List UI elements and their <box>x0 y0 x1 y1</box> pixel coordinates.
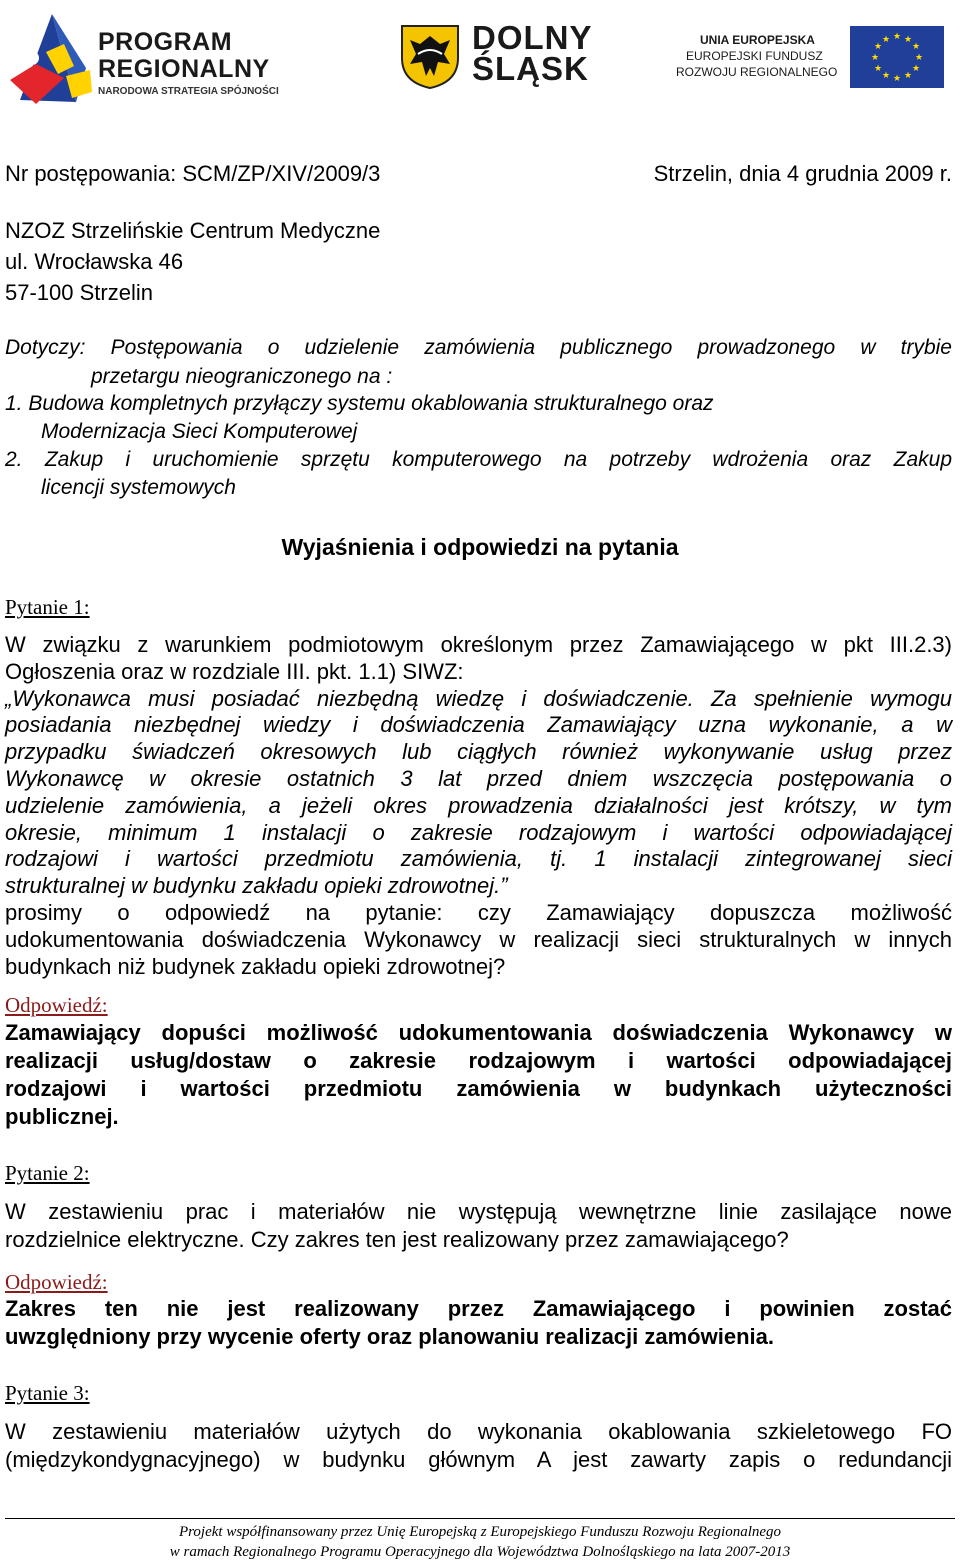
svg-text:★: ★ <box>903 35 913 45</box>
quote-opening-rest: Za spełnienie wymogu <box>693 685 953 711</box>
quote-line: okresie, minimum 1 instalacji o zakresie rodzajowym i wartości odpowiadającej <box>5 819 952 845</box>
answer-line: Zamawiający dopuści możliwość udokumentowania doświadczenia Wykonawcy w <box>5 1020 952 1045</box>
address-line: 57-100 Strzelin <box>5 280 153 305</box>
footer-divider <box>5 1518 955 1519</box>
answer-line: realizacji usług/dostaw o zakresie rodzajowym i wartości odpowiadającej <box>5 1048 952 1073</box>
question-3-body <box>5 1418 952 1474</box>
question-1-body <box>5 632 952 980</box>
svg-text:★: ★ <box>892 32 902 42</box>
svg-text:★: ★ <box>873 64 883 74</box>
program-logo-line2: REGIONALNY <box>98 55 270 83</box>
eu-logo-line1: UNIA EUROPEJSKA <box>700 33 815 47</box>
answer-line: publicznej. <box>5 1104 119 1129</box>
footer-line: Projekt współfinansowany przez Unię Europejską z Europejskiego Funduszu Rozwoju Regionalnego <box>178 1524 782 1540</box>
svg-text:★: ★ <box>892 74 902 84</box>
program-logo-line1: PROGRAM <box>98 28 233 56</box>
svg-text:★: ★ <box>881 71 891 81</box>
place-date: Strzelin, dnia 4 grudnia 2009 r. <box>653 161 952 186</box>
quote-line: rodzajowi i wartości przedmiotu zamówienia, tj. 1 instalacji zintegrowanej sieci <box>5 846 952 872</box>
subject-item-2-cont: licencji systemowych <box>41 476 236 499</box>
dolny-slask-crest-icon <box>400 24 460 90</box>
text-line: Ogłoszenia oraz w rozdziale III. pkt. 1.1) SIWZ: <box>5 658 464 684</box>
question-1-label: Pytanie 1: <box>5 595 90 619</box>
quote-line: Wykonawcę w okresie ostatnich 3 lat przed dniem wszczęcia postępowania o <box>5 765 952 791</box>
answer-1-body <box>5 1019 952 1131</box>
svg-text:★: ★ <box>911 64 921 74</box>
text-line: W zestawieniu prac i materiałów nie występują wewnętrzne linie zasilające nowe <box>5 1199 952 1224</box>
dolny-logo-line2: ŚLĄSK <box>472 50 589 87</box>
text-line: budynkach niż budynek zakładu opieki zdrowotnej? <box>5 953 506 979</box>
quote-line: strukturalnej w budynku zakładu opieki zdrowotnej.” <box>5 873 508 899</box>
logo-bar <box>0 0 960 112</box>
text-line: rozdzielnice elektryczne. Czy zakres ten jest realizowany przez zamawiającego? <box>5 1227 789 1252</box>
text-line: W zestawieniu materiałów użytych do wykonania okablowania szkieletowego FO <box>5 1419 952 1444</box>
svg-text:★: ★ <box>914 53 924 63</box>
svg-text:★: ★ <box>881 35 891 45</box>
eu-logo-line2: EUROPEJSKI FUNDUSZ <box>686 49 823 63</box>
svg-text:★: ★ <box>870 53 880 63</box>
svg-text:★: ★ <box>873 42 883 52</box>
subject-item-2: 2. Zakup i uruchomienie sprzętu komputerowego na potrzeby wdrożenia oraz Zakup <box>5 448 952 471</box>
quote-line: posiadania niezbędnej wiedzy i doświadczenia Zamawiający uzna wykonanie, a w <box>5 712 952 738</box>
answer-2-body <box>5 1295 952 1351</box>
quote-line: przypadku świadczeń okresowych lub ciągłych również wykonywanie usług przez <box>5 739 952 765</box>
answer-2-label: Odpowiedź: <box>5 1270 108 1294</box>
quote-first-line <box>5 686 952 713</box>
address-line: NZOZ Strzelińskie Centrum Medyczne <box>5 218 381 243</box>
text-line: prosimy o odpowiedź na pytanie: czy Zamawiający dopuszcza możliwość <box>5 899 952 925</box>
program-logo-line3: NARODOWA STRATEGIA SPÓJNOŚCI <box>98 86 279 97</box>
eu-logo-line3: ROZWOJU REGIONALNEGO <box>676 65 838 79</box>
footer-line: w ramach Regionalnego Programu Operacyjnego dla Województwa Dolnośląskiego na lata 2007-2013 <box>169 1544 791 1560</box>
text-line: (międzykondygnacyjnego) w budynku głównym A jest zawarty zapis o redundancji <box>5 1447 952 1472</box>
quote-line: udzielenie zamówienia, a jeżeli okres prowadzenia działalności jest krótszy, w tym <box>5 792 952 818</box>
question-3-label: Pytanie 3: <box>5 1381 90 1405</box>
subject-line: przetargu nieograniczonego na : <box>91 365 393 388</box>
answer-line: rodzajowi i wartości przedmiotu zamówienia w budynkach użyteczności <box>5 1076 952 1101</box>
text-line: W związku z warunkiem podmiotowym określonym przez Zamawiającego w pkt III.2.3) <box>5 632 952 657</box>
answer-line: Zakres ten nie jest realizowany przez Zamawiającego i powinien zostać <box>5 1296 952 1321</box>
page-title: Wyjaśnienia i odpowiedzi na pytania <box>281 534 679 560</box>
svg-text:★: ★ <box>911 42 921 52</box>
case-number: Nr postępowania: SCM/ZP/XIV/2009/3 <box>5 161 381 186</box>
dolny-logo-line1: DOLNY <box>472 19 593 56</box>
question-2-label: Pytanie 2: <box>5 1161 90 1185</box>
question-2-body <box>5 1198 952 1254</box>
quote-opening: „Wykonawca musi posiadać niezbędną wiedzę i doświadczenie. <box>5 685 694 711</box>
subject-item-1: 1. Budowa kompletnych przyłączy systemu okablowania strukturalnego oraz <box>5 392 714 415</box>
answer-1-label: Odpowiedź: <box>5 993 108 1017</box>
answer-line: uwzględniony przy wycenie oferty oraz planowaniu realizacji zamówienia. <box>5 1324 774 1349</box>
eu-flag-icon <box>850 26 944 88</box>
svg-text:★: ★ <box>903 71 913 81</box>
subject-item-1-cont: Modernizacja Sieci Komputerowej <box>41 420 358 443</box>
text-line: udokumentowania doświadczenia Wykonawcy w realizacji sieci strukturalnych w innych <box>5 926 952 952</box>
address-line: ul. Wrocławska 46 <box>5 249 184 274</box>
subject-line: Dotyczy: Postępowania o udzielenie zamówienia publicznego prowadzonego w trybie <box>5 336 952 359</box>
